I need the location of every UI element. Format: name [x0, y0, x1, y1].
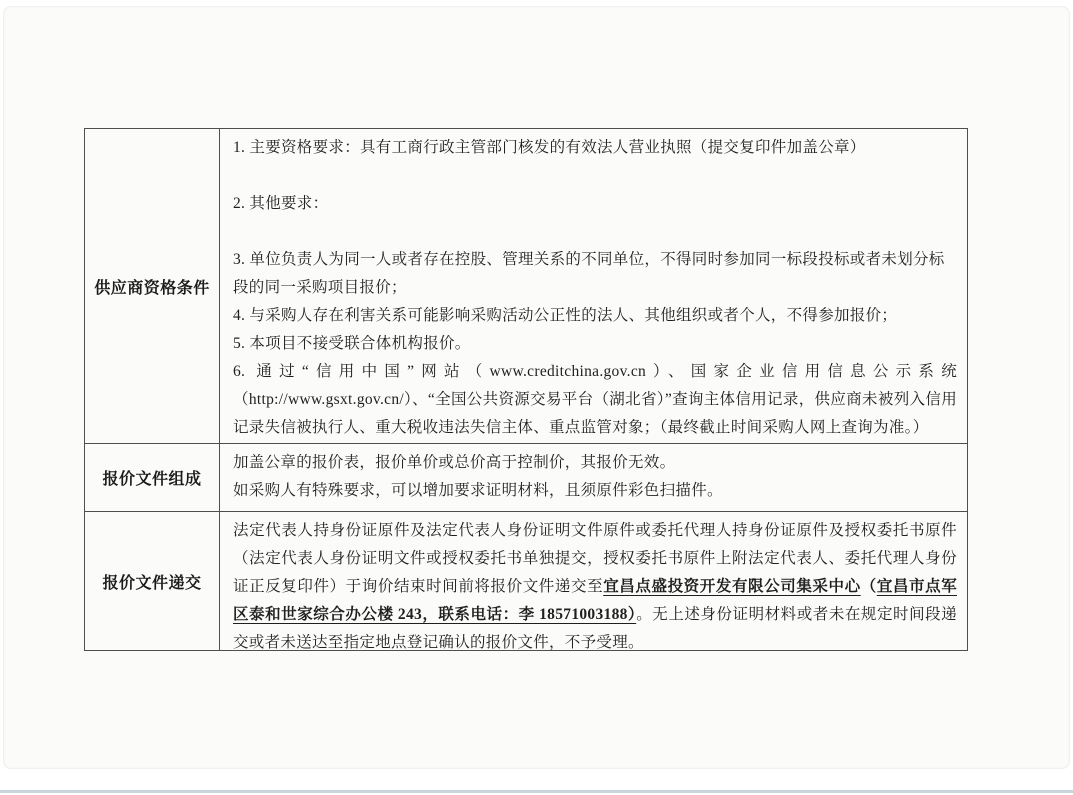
submission-text-intro: 法定代表人持身份证原件及法定代表人身份证明文件原件或委托代理人持身份证原件及授权委托书原件（法定代表人身份证明文件或授权委托书单独提交，授权委托书原件上附法定代表人、委托代理人身份证正反复印件）于询价结束时间前将报价文件递交至 — [233, 522, 957, 595]
table-row-supplier-qualification — [85, 129, 967, 443]
submission-paren-open: （ — [860, 578, 877, 595]
qualification-item-2: 2. 其他要求： — [233, 195, 329, 212]
qualification-item-3: 3. 单位负责人为同一人或者存在控股、管理关系的不同单位，不得同时参加同一标段投标或者未划分标段的同一采购项目报价； — [233, 251, 945, 296]
table-row-quotation-composition — [85, 443, 967, 511]
qualification-item-4: 4. 与采购人存在利害关系可能影响采购活动公正性的法人、其他组织或者个人，不得参加报价； — [233, 307, 898, 324]
row-header-quotation-submission: 报价文件递交 — [85, 512, 220, 650]
submission-address-phone: 宜昌市点军区泰和世家综合办公楼 243，联系电话：李 18571003188） — [233, 578, 957, 623]
procurement-requirements-table — [84, 128, 968, 651]
submission-center-name: 宜昌点盛投资开发有限公司集采中心 — [603, 578, 861, 595]
submission-paragraph — [233, 517, 957, 657]
row-content-supplier-qualification — [220, 129, 967, 443]
table-row-quotation-submission — [85, 511, 967, 650]
qualification-item-6: 6. 通过“信用中国”网站（www.creditchina.gov.cn）、国家企业信用信息公示系统（http://www.gsxt.gov.cn/）、“全国公共资源交易平台（湖北省）”查询主体信用记录，供应商未被列入信用记录失信被执行人、重大税收违法失信主体、重点监管对象；（最终截止时间采购人网上查询为准。） — [233, 363, 957, 436]
row-header-quotation-composition: 报价文件组成 — [85, 444, 220, 511]
qualification-item-1: 1. 主要资格要求：具有工商行政主管部门核发的有效法人营业执照（提交复印件加盖公章） — [233, 139, 866, 156]
row-header-supplier-qualification: 供应商资格条件 — [85, 129, 220, 443]
composition-line-2: 如采购人有特殊要求，可以增加要求证明材料，且须原件彩色扫描件。 — [233, 482, 723, 499]
row-content-quotation-composition — [220, 444, 967, 511]
row-content-quotation-submission — [220, 512, 967, 650]
composition-line-1: 加盖公章的报价表，报价单价或总价高于控制价，其报价无效。 — [233, 454, 676, 471]
page-bottom-edge-line — [0, 790, 1073, 793]
submission-text-outro: 。无上述身份证明材料或者未在规定时间段递交或者未送达至指定地点登记确认的报价文件，不予受理。 — [233, 606, 957, 651]
qualification-item-5: 5. 本项目不接受联合体机构报价。 — [233, 335, 471, 352]
